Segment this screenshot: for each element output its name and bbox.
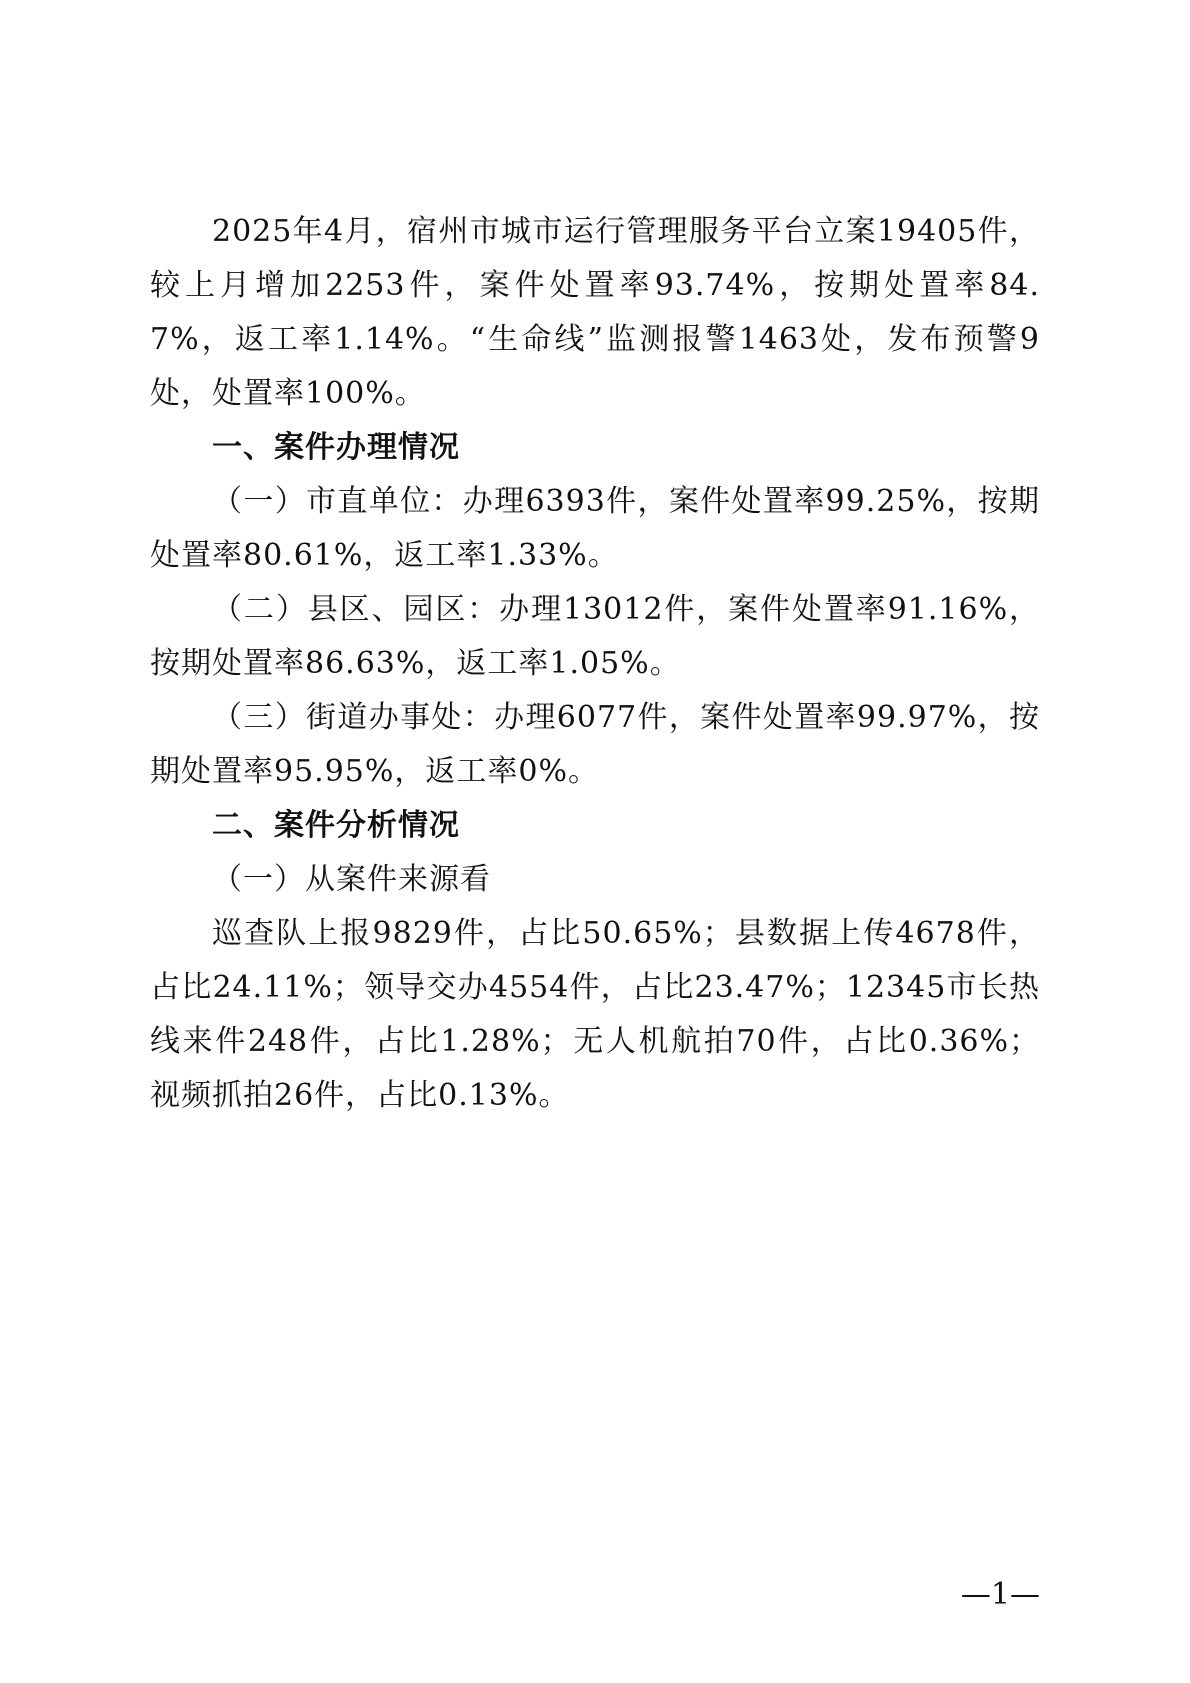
section-heading-1: 一、案件办理情况 — [212, 430, 460, 465]
case-source-paragraph: 巡查队上报9829件，占比50.65%；县数据上传4678件，占比24.11%；领导交办4554件，占比23.47%；12345市长热线来件248件，占比1.28%；无人机航拍70件，占比0.36%；视频抓拍26件，占比0.13%。 — [150, 916, 1040, 1113]
section-2-subheading: （一）从案件来源看 — [212, 862, 491, 897]
section-heading-2: 二、案件分析情况 — [212, 808, 460, 843]
section-1-item-3: （三）街道办事处：办理6077件，案件处置率99.97%，按期处置率95.95%，返工率0%。 — [150, 700, 1040, 789]
section-1-item-1: （一）市直单位：办理6393件，案件处置率99.25%，按期处置率80.61%，返工率1.33%。 — [150, 484, 1040, 573]
page-number: —1— — [960, 1577, 1040, 1612]
section-1-item-2: （二）县区、园区：办理13012件，案件处置率91.16%，按期处置率86.63%，返工率1.05%。 — [150, 592, 1040, 681]
intro-paragraph: 2025年4月，宿州市城市运行管理服务平台立案19405件，较上月增加2253件，案件处置率93.74%，按期处置率84.7%，返工率1.14%。“生命线”监测报警1463处，发布预警9处，处置率100%。 — [150, 214, 1040, 411]
document-body — [150, 205, 1040, 1123]
